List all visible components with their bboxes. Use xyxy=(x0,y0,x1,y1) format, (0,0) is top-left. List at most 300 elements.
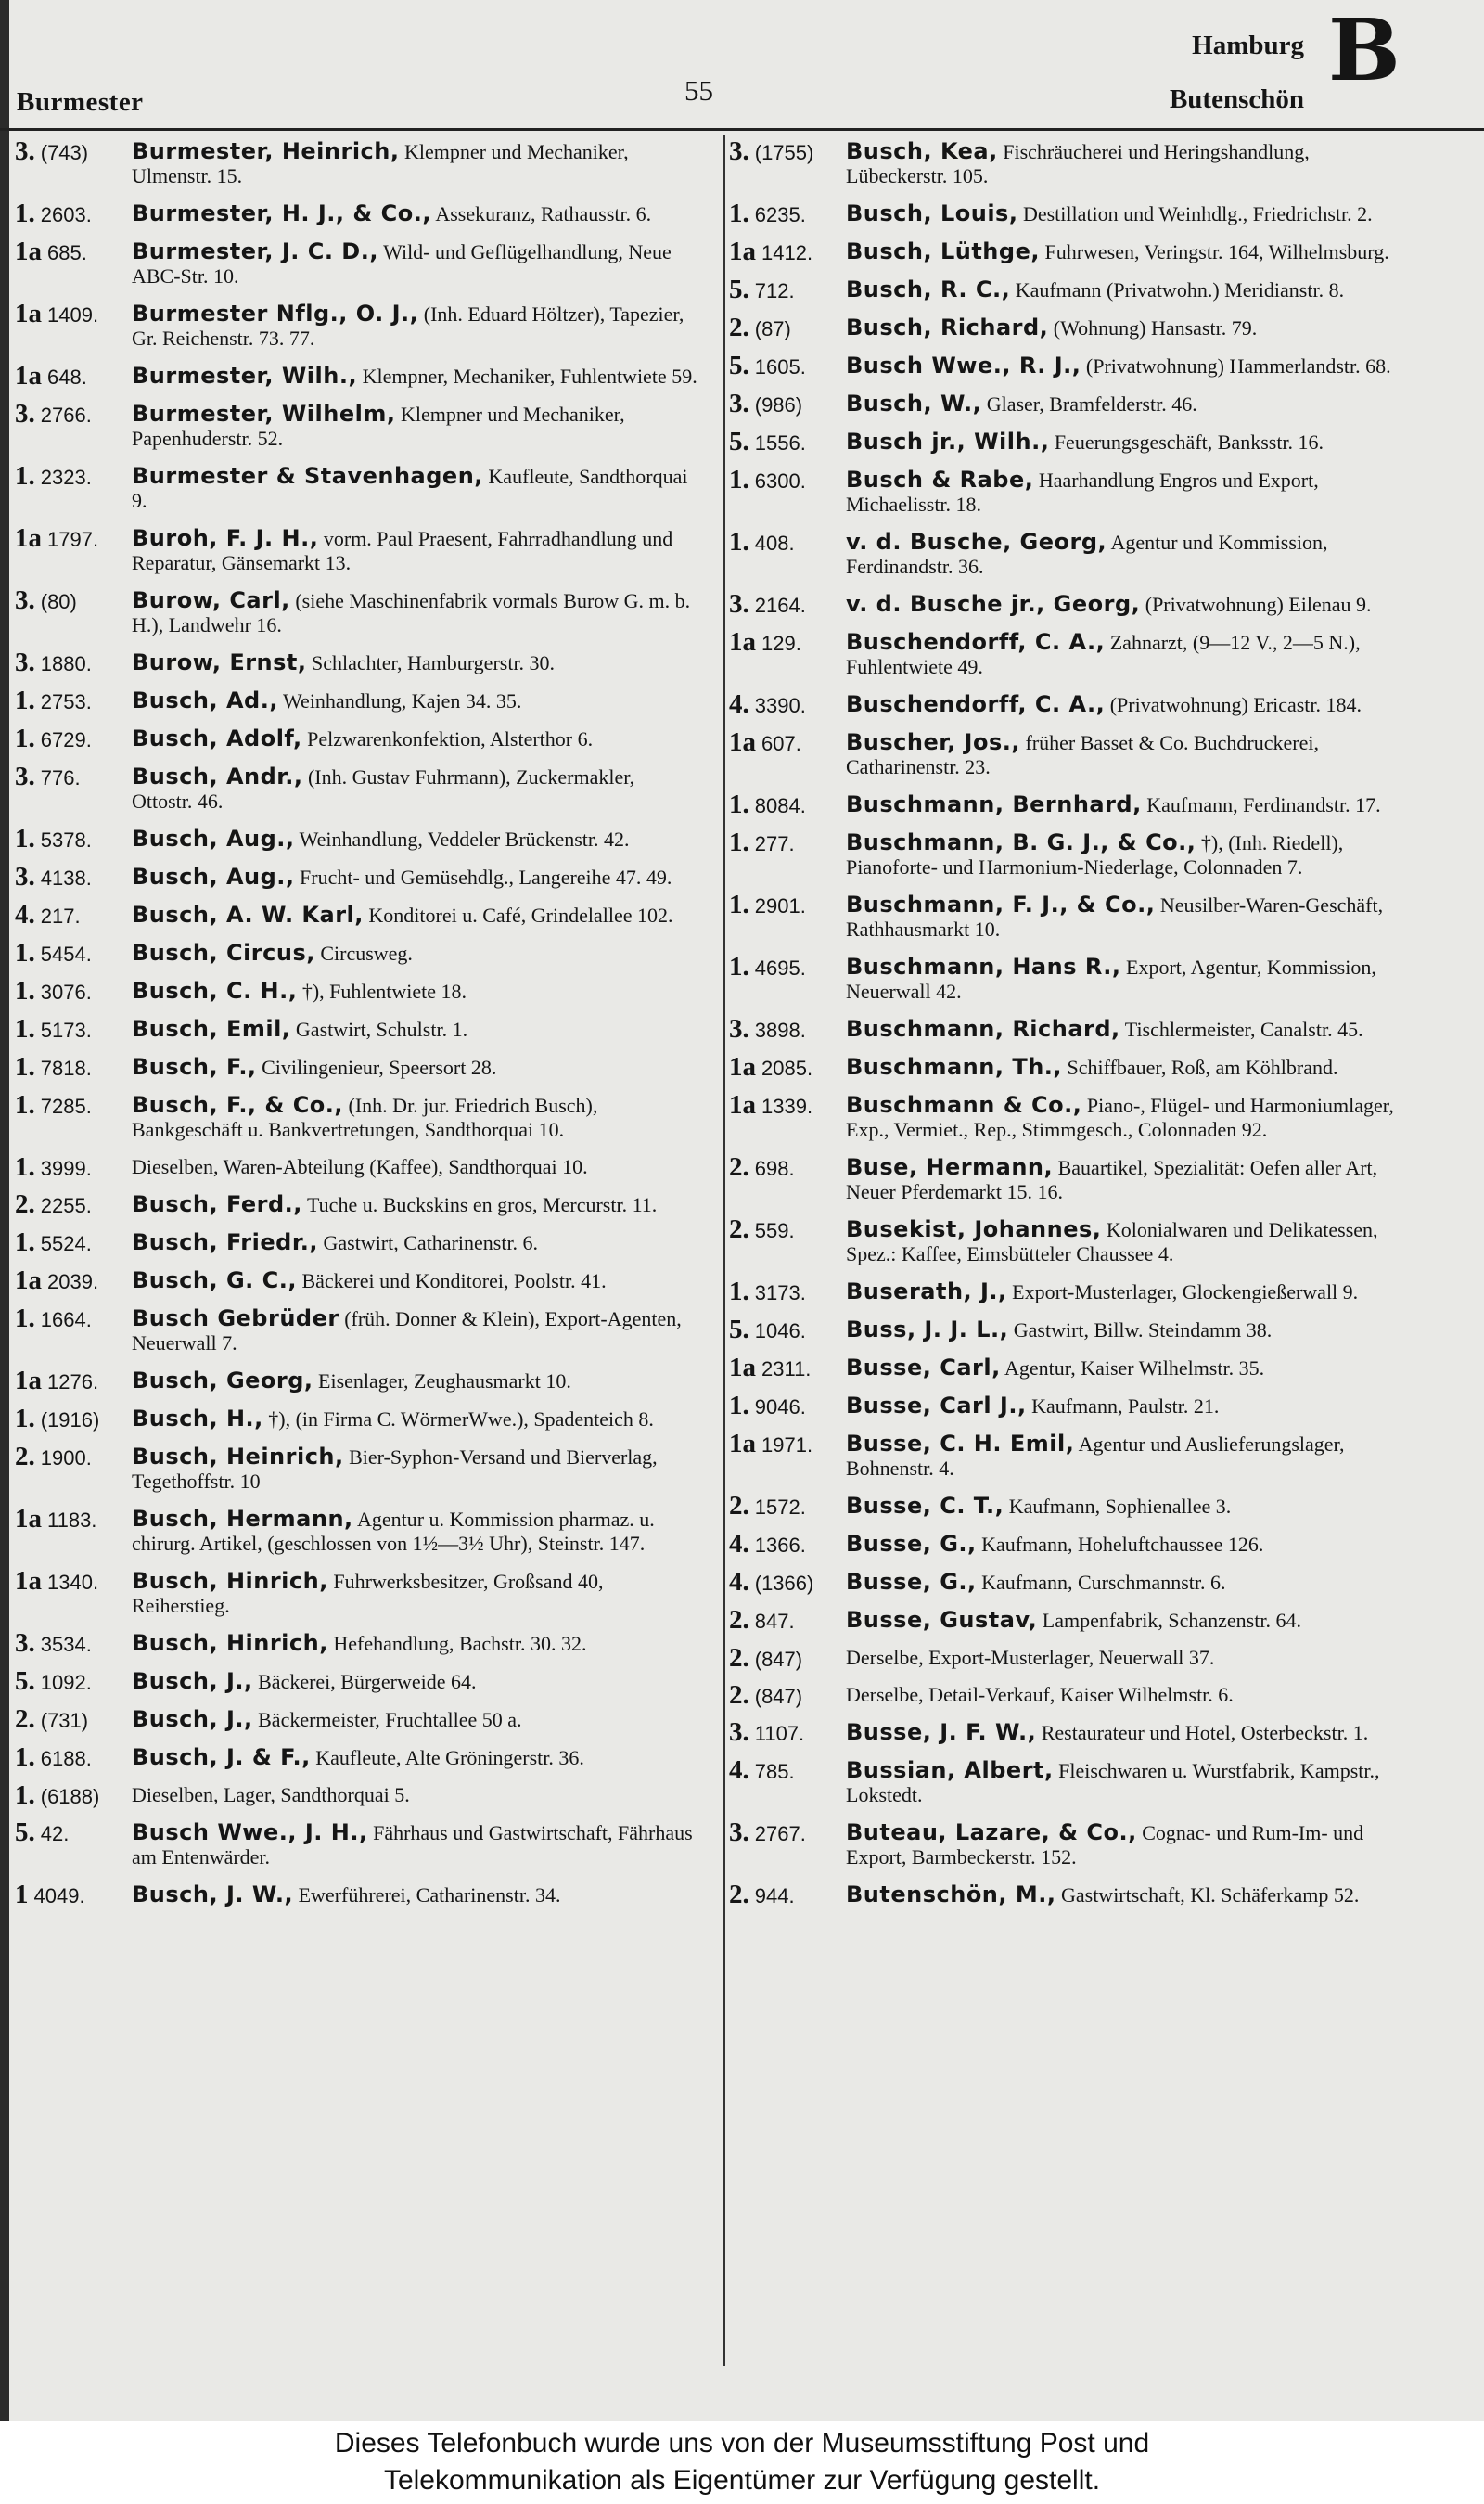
phone-number xyxy=(15,938,92,968)
subscriber-name: Busse, G., xyxy=(846,1531,977,1557)
subscriber-name: Busch, Hermann, xyxy=(132,1506,353,1532)
subscriber-details: Hefehandlung, Bachstr. 30. 32. xyxy=(333,1632,587,1655)
phone-number xyxy=(729,136,814,166)
subscriber-details: Schiffbauer, Roß, am Köhlbrand. xyxy=(1067,1056,1338,1079)
subscriber-name: Busch, Circus, xyxy=(132,940,315,966)
subscriber-name: v. d. Busche jr., Georg, xyxy=(846,591,1141,617)
directory-entry xyxy=(729,627,1415,679)
phone-number xyxy=(729,952,806,982)
subscriber-name: Busch, C. H., xyxy=(132,978,298,1004)
directory-entry xyxy=(729,1491,1415,1521)
subscriber-name: Busse, G., xyxy=(846,1569,977,1595)
scan-edge xyxy=(0,0,9,2421)
subscriber-name: Busse, C. T., xyxy=(846,1493,1004,1519)
line-number: 2767. xyxy=(754,1822,806,1845)
directory-entry xyxy=(15,976,697,1006)
subscriber-details: Kaufleute, Alte Gröningerstr. 36. xyxy=(315,1746,584,1769)
subscriber-details: Gastwirt, Billw. Steindamm 38. xyxy=(1013,1318,1273,1342)
line-number: 785. xyxy=(754,1760,795,1783)
exchange-code: 1a xyxy=(729,727,756,757)
phone-number xyxy=(729,1090,813,1120)
subscriber-details: früher Basset & Co. Buchdruckerei, Catharinenstr. 23. xyxy=(846,731,1319,778)
line-number: 6235. xyxy=(754,203,806,226)
directory-entry xyxy=(15,1303,697,1355)
line-number: (1916) xyxy=(40,1408,100,1432)
directory-entry xyxy=(729,201,1415,226)
subscriber-details: Glaser, Bramfelderstr. 46. xyxy=(986,392,1197,416)
attribution-footer xyxy=(0,2421,1484,2504)
subscriber-details: Piano-, Flügel- und Harmoniumlager, Exp., Vermiet., Rep., Stimmgesch., Colonnaden 92. xyxy=(846,1094,1394,1141)
directory-entry xyxy=(15,1052,697,1082)
subscriber-details: Ewerführerei, Catharinenstr. 34. xyxy=(298,1883,561,1907)
subscriber-name: Busch, H., xyxy=(132,1406,263,1432)
exchange-code: 1. xyxy=(729,890,749,919)
subscriber-details: Kaufmann, Curschmannstr. 6. xyxy=(981,1571,1226,1594)
directory-entry xyxy=(729,1052,1415,1082)
subscriber-details: Agentur u. Kommission pharmaz. u. chirurg. Artikel, (geschlossen von 1½—3½ Uhr), Steinstr. 147. xyxy=(132,1508,655,1555)
phone-number xyxy=(15,1090,92,1120)
exchange-code: 1. xyxy=(729,1391,749,1420)
subscriber-details: Assekuranz, Rathausstr. 6. xyxy=(435,202,652,225)
line-number: 4138. xyxy=(40,867,92,890)
line-number: 685. xyxy=(47,241,87,264)
line-number: (1755) xyxy=(754,141,814,164)
exchange-code: 2. xyxy=(15,1189,35,1219)
phone-number xyxy=(729,1214,795,1244)
exchange-code: 1a xyxy=(15,1265,42,1295)
subscriber-name: Buschmann & Co., xyxy=(846,1092,1082,1118)
directory-entry xyxy=(729,727,1415,779)
subscriber-name: Buschmann, Bernhard, xyxy=(846,791,1142,817)
subscriber-name: Busekist, Johannes, xyxy=(846,1216,1102,1242)
subscriber-name: Busch, J., xyxy=(132,1668,253,1694)
line-number: (743) xyxy=(40,141,89,164)
line-number: 129. xyxy=(761,632,801,655)
subscriber-name: Busch, J. W., xyxy=(132,1881,294,1907)
page-number: 55 xyxy=(684,74,713,107)
directory-entry xyxy=(15,1666,697,1696)
exchange-code: 1a xyxy=(15,361,42,391)
phone-number xyxy=(15,523,99,553)
exchange-code: 1a xyxy=(15,237,42,266)
directory-entry xyxy=(15,900,697,930)
directory-entry xyxy=(729,1680,1415,1710)
exchange-code: 5. xyxy=(729,1315,749,1344)
directory-entry xyxy=(15,1227,697,1257)
subscriber-name: Burow, Carl, xyxy=(132,587,290,613)
phone-number xyxy=(15,1628,92,1658)
directory-entry xyxy=(15,1442,697,1494)
phone-number xyxy=(729,1680,803,1710)
phone-number xyxy=(15,461,92,491)
subscriber-details: Dieselben, Lager, Sandthorquai 5. xyxy=(132,1783,410,1806)
phone-number xyxy=(729,427,806,456)
directory-entry xyxy=(15,399,697,451)
line-number: 1339. xyxy=(761,1095,813,1118)
line-number: 1366. xyxy=(754,1534,806,1557)
phone-number xyxy=(729,1643,803,1673)
exchange-code: 1. xyxy=(15,1780,35,1810)
subscriber-name: Buschmann, F. J., & Co., xyxy=(846,892,1156,918)
phone-number xyxy=(15,764,81,790)
subscriber-name: Busch, Emil, xyxy=(132,1016,291,1042)
directory-entry xyxy=(729,1214,1415,1266)
directory-entry xyxy=(15,938,697,968)
exchange-code: 5. xyxy=(15,1817,35,1847)
subscriber-details: Eisenlager, Zeughausmarkt 10. xyxy=(318,1369,571,1393)
directory-entry xyxy=(729,1279,1415,1304)
subscriber-details: Fleischwaren u. Wurstfabrik, Kampstr., Lokstedt. xyxy=(846,1759,1380,1806)
phone-number xyxy=(15,585,77,615)
exchange-code: 2. xyxy=(729,1643,749,1673)
phone-number xyxy=(729,1052,813,1082)
running-head-last-entry: Butenschön xyxy=(1169,84,1304,114)
letter-tab: B xyxy=(1328,0,1401,100)
directory-entry xyxy=(15,1780,697,1810)
subscriber-details: Kaufleute, Sandthorquai 9. xyxy=(132,465,688,512)
line-number: 1046. xyxy=(754,1319,806,1342)
line-number: (731) xyxy=(40,1709,89,1732)
directory-entry xyxy=(15,461,697,513)
directory-entry xyxy=(729,1567,1415,1597)
directory-entry xyxy=(729,389,1415,418)
subscriber-name: Busch, Richard, xyxy=(846,315,1049,340)
line-number: 1276. xyxy=(47,1370,99,1393)
directory-entry xyxy=(729,1429,1415,1481)
exchange-code: 1a xyxy=(15,1366,42,1395)
directory-entry xyxy=(15,862,697,892)
phone-number xyxy=(15,399,92,429)
subscriber-details: Dieselben, Waren-Abteilung (Kaffee), Sandthorquai 10. xyxy=(132,1155,588,1178)
subscriber-details: Bier-Syphon-Versand und Bierverlag, Tegethoffstr. 10 xyxy=(132,1445,658,1493)
subscriber-name: Busch, Heinrich, xyxy=(132,1444,344,1470)
subscriber-details: Kolonialwaren und Delikatessen, Spez.: Kaffee, Eimsbütteler Chaussee 4. xyxy=(846,1218,1378,1265)
subscriber-details: Bäckermeister, Fruchtallee 50 a. xyxy=(258,1708,522,1731)
subscriber-details: Klempner und Mechaniker, Ulmenstr. 15. xyxy=(132,140,629,187)
subscriber-name: Burow, Ernst, xyxy=(132,649,307,675)
exchange-code: 1a xyxy=(15,523,42,553)
subscriber-name: Busch, Georg, xyxy=(132,1368,313,1393)
subscriber-details: (Wohnung) Hansastr. 79. xyxy=(1053,316,1258,340)
directory-entry xyxy=(15,824,697,854)
directory-entry xyxy=(729,465,1415,517)
directory-entry xyxy=(729,427,1415,456)
exchange-code: 2. xyxy=(729,1214,749,1244)
subscriber-details: Frucht- und Gemüsehdlg., Langereihe 47. 49. xyxy=(300,866,672,889)
line-number: 42. xyxy=(40,1822,70,1845)
directory-entry xyxy=(729,589,1415,619)
line-number: 1092. xyxy=(40,1671,92,1694)
directory-entry xyxy=(15,1882,697,1907)
line-number: 1572. xyxy=(754,1496,806,1519)
subscriber-name: Busch, Aug., xyxy=(132,826,295,852)
exchange-code: 1a xyxy=(729,1429,756,1458)
line-number: 1340. xyxy=(47,1571,99,1594)
directory-entry xyxy=(729,239,1415,264)
line-number: 8084. xyxy=(754,794,806,817)
directory-entry xyxy=(729,1529,1415,1559)
subscriber-details: Weinhandlung, Veddeler Brückenstr. 42. xyxy=(299,828,630,851)
directory-entry xyxy=(15,1628,697,1658)
exchange-code: 2. xyxy=(729,1152,749,1182)
subscriber-details: Tuche u. Buckskins en gros, Mercurstr. 11. xyxy=(307,1193,658,1216)
directory-entry xyxy=(15,1189,697,1219)
line-number: 712. xyxy=(754,279,795,302)
line-number: 217. xyxy=(40,905,81,928)
line-number: 607. xyxy=(761,732,801,755)
subscriber-details: Civilingenieur, Speersort 28. xyxy=(262,1056,497,1079)
phone-number xyxy=(729,353,806,379)
exchange-code: 1a xyxy=(15,1566,42,1596)
directory-entry xyxy=(729,527,1415,579)
subscriber-name: Busch, F., xyxy=(132,1054,257,1080)
exchange-code: 1a xyxy=(729,627,756,657)
phone-number xyxy=(729,830,795,856)
line-number: 3076. xyxy=(40,981,92,1004)
phone-number xyxy=(15,824,92,854)
subscriber-details: Circusweg. xyxy=(320,942,413,965)
line-number: 1107. xyxy=(754,1722,805,1745)
subscriber-details: Haarhandlung Engros und Export, Michaelisstr. 18. xyxy=(846,469,1319,516)
subscriber-name: Busse, Gustav, xyxy=(846,1607,1038,1633)
subscriber-details: Lampenfabrik, Schanzenstr. 64. xyxy=(1042,1609,1301,1632)
line-number: 3898. xyxy=(754,1019,806,1042)
subscriber-name: Busch, Andr., xyxy=(132,764,303,790)
line-number: (6188) xyxy=(40,1785,100,1808)
phone-number xyxy=(15,136,89,166)
exchange-code: 5. xyxy=(729,351,749,380)
phone-number xyxy=(729,1279,806,1305)
line-number: 944. xyxy=(754,1884,795,1907)
subscriber-details: Zahnarzt, (9—12 V., 2—5 N.), Fuhlentwiete 49. xyxy=(846,631,1361,678)
line-number: 1183. xyxy=(47,1509,97,1532)
directory-entry xyxy=(729,136,1415,188)
subscriber-name: Buschmann, Richard, xyxy=(846,1016,1120,1042)
directory-entry xyxy=(15,650,697,675)
phone-number xyxy=(15,1189,92,1219)
phone-number xyxy=(15,976,92,1006)
exchange-code: 1. xyxy=(15,1227,35,1257)
exchange-code: 4. xyxy=(729,1529,749,1559)
line-number: 277. xyxy=(754,832,795,855)
subscriber-details: Tischlermeister, Canalstr. 45. xyxy=(1124,1018,1363,1041)
line-number: 559. xyxy=(754,1219,795,1242)
directory-entry xyxy=(729,277,1415,302)
exchange-code: 1. xyxy=(729,952,749,982)
phone-number xyxy=(15,361,87,391)
phone-number xyxy=(15,1052,92,1082)
directory-entry xyxy=(15,361,697,391)
phone-number xyxy=(15,1704,89,1734)
line-number: 408. xyxy=(754,532,795,555)
directory-entry xyxy=(729,315,1415,340)
exchange-code: 4. xyxy=(729,1567,749,1597)
subscriber-details: Fischräucherei und Heringshandlung, Lübeckerstr. 105. xyxy=(846,140,1310,187)
subscriber-details: Bäckerei und Konditorei, Poolstr. 41. xyxy=(301,1269,607,1292)
phone-number xyxy=(729,389,803,418)
left-column xyxy=(15,136,697,1920)
phone-number xyxy=(15,1882,85,1908)
subscriber-details: Restaurateur und Hotel, Osterbeckstr. 1. xyxy=(1041,1721,1369,1744)
directory-entry xyxy=(15,523,697,575)
subscriber-details: Kaufmann, Sophienallee 3. xyxy=(1008,1495,1232,1518)
phone-number xyxy=(15,726,92,752)
exchange-code: 1a xyxy=(729,1090,756,1120)
phone-number xyxy=(729,1567,814,1597)
subscriber-name: Busch Gebrüder xyxy=(132,1305,339,1331)
subscriber-name: Buschmann, Hans R., xyxy=(846,954,1121,980)
exchange-code: 5. xyxy=(15,1666,35,1696)
exchange-code: 1 xyxy=(15,1880,29,1909)
line-number: 3534. xyxy=(40,1633,92,1656)
directory-entry xyxy=(729,1882,1415,1907)
subscriber-name: Busse, Carl, xyxy=(846,1355,1001,1380)
subscriber-name: Buschendorff, C. A., xyxy=(846,629,1106,655)
exchange-code: 2. xyxy=(729,313,749,342)
exchange-code: 5. xyxy=(729,275,749,304)
exchange-code: 1. xyxy=(729,1277,749,1306)
phone-number xyxy=(15,1368,98,1394)
directory-entry xyxy=(729,952,1415,1004)
exchange-code: 4. xyxy=(15,900,35,930)
line-number: (847) xyxy=(754,1685,803,1708)
subscriber-name: Bussian, Albert, xyxy=(846,1757,1054,1783)
phone-number xyxy=(729,589,806,619)
exchange-code: 1. xyxy=(729,199,749,228)
subscriber-details: Gastwirtschaft, Kl. Schäferkamp 52. xyxy=(1060,1883,1360,1907)
directory-entry xyxy=(729,1817,1415,1869)
subscriber-details: Derselbe, Detail-Verkauf, Kaiser Wilhelmstr. 6. xyxy=(846,1683,1234,1706)
phone-number xyxy=(729,1491,806,1521)
exchange-code: 1. xyxy=(15,976,35,1006)
subscriber-name: Buschendorff, C. A., xyxy=(846,691,1106,717)
subscriber-name: Burmester, J. C. D., xyxy=(132,238,378,264)
subscriber-details: Kaufmann, Ferdinandstr. 17. xyxy=(1146,793,1381,816)
subscriber-name: Burmester, Heinrich, xyxy=(132,138,400,164)
exchange-code: 1. xyxy=(15,938,35,968)
subscriber-name: Busch, Kea, xyxy=(846,138,998,164)
subscriber-details: (Inh. Dr. jur. Friedrich Busch), Bankgeschäft u. Bankvertretungen, Sandthorquai 10. xyxy=(132,1094,598,1141)
phone-number xyxy=(15,1442,92,1471)
directory-entry xyxy=(15,1090,697,1142)
subscriber-details: Agentur und Auslieferungslager, Bohnenstr. 4. xyxy=(846,1432,1345,1480)
exchange-code: 3. xyxy=(15,648,35,677)
subscriber-name: Busse, Carl J., xyxy=(846,1393,1027,1419)
running-head-right xyxy=(1119,19,1304,126)
exchange-code: 1. xyxy=(15,686,35,715)
exchange-code: 2. xyxy=(15,1442,35,1471)
phone-number xyxy=(15,1014,92,1044)
exchange-code: 1. xyxy=(15,199,35,228)
exchange-code: 1. xyxy=(15,1404,35,1433)
right-column xyxy=(729,136,1415,1920)
exchange-code: 1. xyxy=(729,790,749,819)
line-number: 1605. xyxy=(754,355,806,379)
column-divider xyxy=(723,135,725,2366)
line-number: 2255. xyxy=(40,1194,92,1217)
directory-entry xyxy=(15,726,697,751)
directory-entry xyxy=(15,1406,697,1432)
subscriber-details: Bäckerei, Bürgerweide 64. xyxy=(258,1670,477,1693)
subscriber-details: Wild- und Geflügelhandlung, Neue ABC-Str. 10. xyxy=(132,240,672,288)
directory-entry xyxy=(15,764,697,814)
directory-entry xyxy=(15,1368,697,1393)
exchange-code: 2. xyxy=(729,1880,749,1909)
phone-number xyxy=(15,1152,92,1182)
line-number: (1366) xyxy=(754,1572,814,1595)
directory-entry xyxy=(729,892,1415,942)
exchange-code: 3. xyxy=(729,1817,749,1847)
exchange-code: 3. xyxy=(729,389,749,418)
subscriber-name: Buteau, Lazare, & Co., xyxy=(846,1819,1137,1845)
exchange-code: 4. xyxy=(729,689,749,719)
subscriber-details: Cognac- und Rum-Im- und Export, Barmbeckerstr. 152. xyxy=(846,1821,1364,1868)
directory-entry xyxy=(729,1755,1415,1807)
line-number: (986) xyxy=(754,393,803,417)
line-number: 1797. xyxy=(47,528,99,551)
subscriber-name: Busch, Louis, xyxy=(846,200,1018,226)
exchange-code: 1a xyxy=(729,1353,756,1382)
phone-number xyxy=(729,1429,813,1458)
subscriber-details: Gastwirt, Catharinenstr. 6. xyxy=(323,1231,539,1254)
subscriber-details: Konditorei u. Café, Grindelallee 102. xyxy=(368,904,673,927)
exchange-code: 1. xyxy=(15,461,35,491)
subscriber-name: Busch, F., & Co., xyxy=(132,1092,344,1118)
phone-number xyxy=(15,1504,97,1534)
directory-entry xyxy=(15,1566,697,1618)
subscriber-name: Burmester & Stavenhagen, xyxy=(132,463,483,489)
line-number: 7818. xyxy=(40,1057,92,1080)
subscriber-details: Agentur, Kaiser Wilhelmstr. 35. xyxy=(1004,1356,1265,1380)
subscriber-details: Neusilber-Waren-Geschäft, Rathhausmarkt 10. xyxy=(846,893,1384,941)
exchange-code: 2. xyxy=(729,1680,749,1710)
subscriber-name: Busch, G. C., xyxy=(132,1267,297,1293)
phone-number xyxy=(15,299,99,328)
phone-number xyxy=(15,1742,92,1772)
exchange-code: 5. xyxy=(729,427,749,456)
exchange-code: 1. xyxy=(15,1742,35,1772)
exchange-code: 3. xyxy=(15,136,35,166)
phone-number xyxy=(729,1152,795,1182)
phone-number xyxy=(15,1406,99,1432)
directory-entry xyxy=(729,689,1415,719)
exchange-code: 2. xyxy=(15,1704,35,1734)
phone-number xyxy=(729,1393,806,1419)
exchange-code: 1. xyxy=(15,1014,35,1044)
exchange-code: 1. xyxy=(15,824,35,854)
line-number: 2039. xyxy=(47,1270,99,1293)
directory-entry xyxy=(15,1742,697,1772)
subscriber-name: Burmester, Wilhelm, xyxy=(132,401,396,427)
line-number: 2901. xyxy=(754,894,806,918)
subscriber-name: Buserath, J., xyxy=(846,1278,1007,1304)
phone-number xyxy=(729,315,791,341)
phone-number xyxy=(15,1566,99,1596)
exchange-code: 1. xyxy=(15,724,35,753)
exchange-code: 3. xyxy=(729,136,749,166)
line-number: 3173. xyxy=(754,1281,806,1304)
line-number: 5524. xyxy=(40,1232,92,1255)
subscriber-name: Buschmann, Th., xyxy=(846,1054,1063,1080)
phone-number xyxy=(15,1817,70,1847)
line-number: (80) xyxy=(40,590,77,613)
directory-entry xyxy=(15,1817,697,1869)
directory-entry xyxy=(15,1152,697,1182)
subscriber-details: Export, Agentur, Kommission, Neuerwall 42. xyxy=(846,956,1376,1003)
subscriber-name: Busch, Aug., xyxy=(132,864,295,890)
header-rule xyxy=(0,128,1484,131)
phone-number xyxy=(729,627,801,657)
